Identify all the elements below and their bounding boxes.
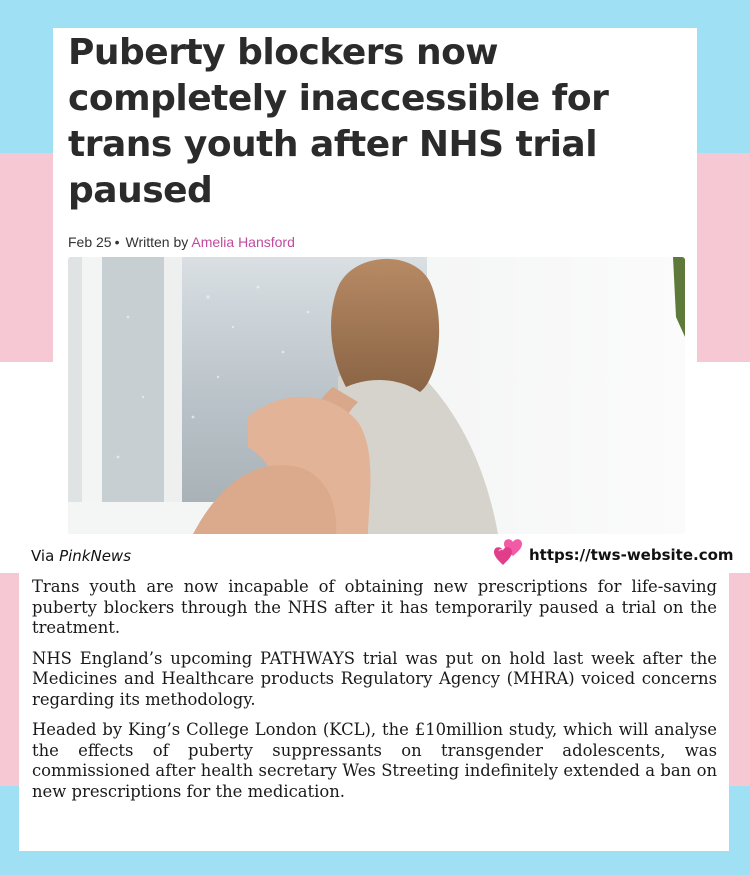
article-byline xyxy=(68,234,295,250)
body-paragraph: Trans youth are now incapable of obtaining new prescriptions for life-saving puberty blockers through the NHS after it has temporarily paused a trial on the treatment. xyxy=(32,577,717,637)
body-paragraph: Headed by King’s College London (KCL), the £10million study, which will analyse the effects of puberty suppressants on transgender adolescents, was commissioned after health secretary Wes Streeting indefinitely extended a ban on new prescriptions for the medication. xyxy=(32,720,717,801)
website-url[interactable]: https://tws-website.com xyxy=(529,546,734,564)
author-link[interactable]: Amelia Hansford xyxy=(191,234,295,250)
website-credit xyxy=(493,540,734,570)
article-card xyxy=(53,28,697,545)
written-by-label: Written by xyxy=(125,234,189,250)
body-paragraph: NHS England’s upcoming PATHWAYS trial was put on hold last week after the Medicines and Healthcare products Regulatory Agency (MHRA) voiced concerns regarding its methodology. xyxy=(32,648,717,709)
article-body xyxy=(19,573,729,851)
photo-illustration xyxy=(68,257,685,534)
article-photo xyxy=(68,257,685,534)
article-date: Feb 25 xyxy=(68,234,112,250)
two-hearts-icon xyxy=(493,538,525,572)
source-credit xyxy=(31,547,131,565)
via-prefix: Via xyxy=(31,547,55,565)
via-source-name: PinkNews xyxy=(59,547,132,565)
article-headline: Puberty blockers now completely inaccessible for trans youth after NHS trial paused xyxy=(68,32,609,211)
byline-separator: • xyxy=(114,234,120,250)
